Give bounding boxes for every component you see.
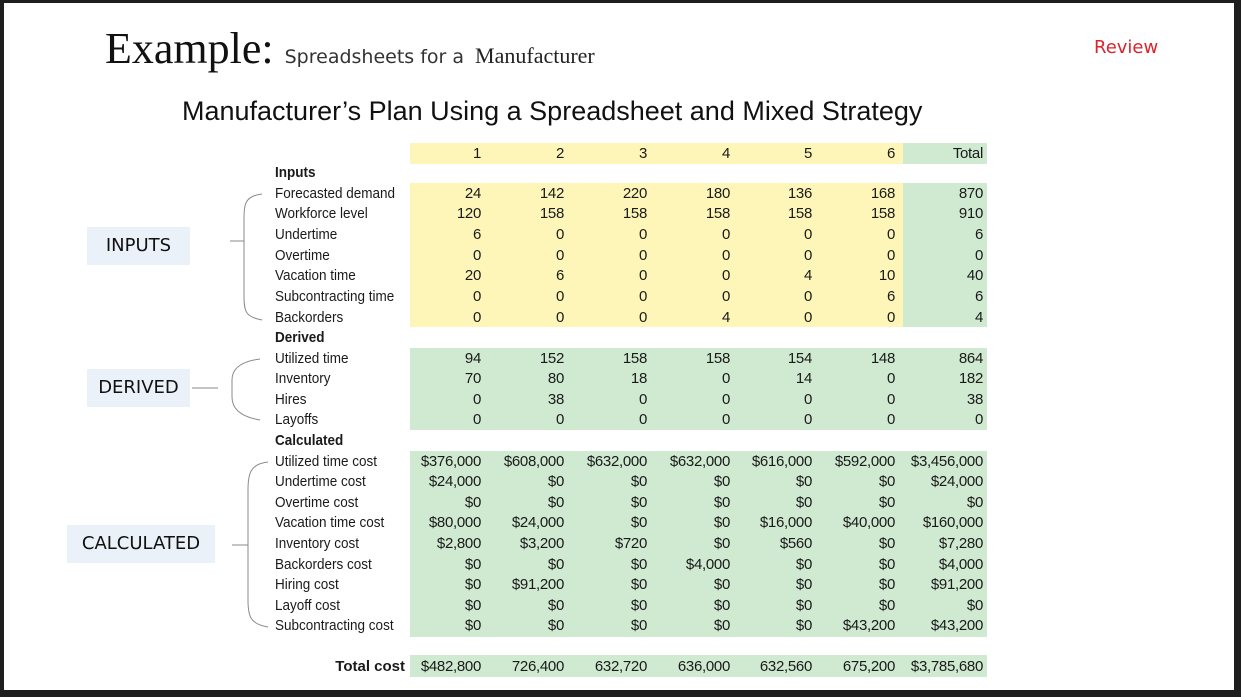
table-cell-total: $3,456,000 — [910, 453, 983, 470]
row-label: Overtime — [275, 247, 330, 264]
table-cell: $592,000 — [834, 453, 895, 470]
table-cell: $3,200 — [519, 535, 564, 552]
table-cell-total: 38 — [966, 391, 983, 408]
table-cell-total: 0 — [974, 247, 983, 264]
table-cell: 0 — [721, 391, 730, 408]
row-label: Layoffs — [275, 411, 319, 428]
table-cell: $0 — [464, 597, 481, 614]
total-cost-cell: 675,200 — [842, 658, 895, 675]
table-cell: 6 — [886, 288, 895, 305]
table-cell: 0 — [555, 309, 564, 326]
table-cell: 158 — [622, 205, 647, 222]
table-cell-total: 910 — [958, 205, 983, 222]
table-cell: 0 — [555, 226, 564, 243]
table-cell: $0 — [713, 514, 730, 531]
table-cell: $0 — [795, 617, 812, 634]
total-cost-label: Total cost — [335, 658, 405, 675]
table-cell: 0 — [803, 247, 812, 264]
table-cell: $0 — [630, 494, 647, 511]
table-cell: $376,000 — [420, 453, 481, 470]
table-cell: 154 — [787, 350, 812, 367]
table-cell: $0 — [547, 473, 564, 490]
table-cell: 0 — [638, 288, 647, 305]
table-cell: 14 — [795, 370, 812, 387]
total-cost-cell: 726,400 — [511, 658, 564, 675]
table-cell: $0 — [630, 576, 647, 593]
table-cell: $0 — [878, 535, 895, 552]
table-cell: $616,000 — [751, 453, 812, 470]
table-cell-total: $160,000 — [922, 514, 983, 531]
table-cell: $0 — [713, 473, 730, 490]
row-label: Inventory — [275, 370, 331, 387]
row-label: Backorders — [275, 309, 344, 326]
table-cell: 0 — [472, 288, 481, 305]
table-cell-total: 182 — [958, 370, 983, 387]
total-cost-grand-total: $3,785,680 — [910, 658, 983, 675]
table-cell: 0 — [886, 247, 895, 264]
table-cell-total: $0 — [966, 494, 983, 511]
total-cost-cell: 636,000 — [677, 658, 730, 675]
table-cell: 94 — [464, 350, 481, 367]
column-header: 6 — [886, 145, 895, 162]
table-cell: 0 — [721, 247, 730, 264]
column-header: 5 — [803, 145, 812, 162]
table-cell: $0 — [464, 556, 481, 573]
table-cell: $24,000 — [511, 514, 564, 531]
table-cell: $0 — [713, 617, 730, 634]
table-cell: 0 — [721, 411, 730, 428]
total-cost-cell: $482,800 — [420, 658, 481, 675]
table-cell: 18 — [630, 370, 647, 387]
section-header-calculated: Calculated — [275, 432, 344, 449]
table-cell-total: $4,000 — [938, 556, 983, 573]
table-cell: 0 — [721, 288, 730, 305]
table-cell: $0 — [630, 597, 647, 614]
table-cell: $0 — [878, 556, 895, 573]
row-label: Hiring cost — [275, 576, 339, 593]
row-label: Backorders cost — [275, 556, 372, 573]
table-cell: 158 — [705, 350, 730, 367]
table-cell: 220 — [622, 185, 647, 202]
table-cell-total: $43,200 — [930, 617, 983, 634]
table-cell: $4,000 — [685, 556, 730, 573]
table-cell: 0 — [638, 391, 647, 408]
table-cell: 0 — [638, 411, 647, 428]
row-label: Utilized time — [275, 350, 349, 367]
table-cell: 158 — [787, 205, 812, 222]
table-cell: 0 — [472, 411, 481, 428]
table-cell: $0 — [547, 617, 564, 634]
table-cell-total: $24,000 — [930, 473, 983, 490]
total-cost-cell: 632,720 — [594, 658, 647, 675]
table-cell: 6 — [555, 267, 564, 284]
title-subtitle-part2: Manufacturer — [475, 43, 595, 68]
title-main: Example: — [105, 24, 274, 73]
table-cell: 70 — [464, 370, 481, 387]
table-cell: $0 — [713, 494, 730, 511]
table-cell: $608,000 — [503, 453, 564, 470]
table-cell: 0 — [721, 370, 730, 387]
row-label: Overtime cost — [275, 494, 359, 511]
table-cell: 10 — [878, 267, 895, 284]
table-cell: $0 — [878, 576, 895, 593]
table-cell-total: $0 — [966, 597, 983, 614]
table-cell: 148 — [870, 350, 895, 367]
table-cell: 0 — [803, 411, 812, 428]
table-cell: $2,800 — [436, 535, 481, 552]
section-header-derived: Derived — [275, 329, 325, 346]
row-label: Workforce level — [275, 205, 368, 222]
table-cell: 0 — [803, 309, 812, 326]
table-cell-total: 0 — [974, 411, 983, 428]
table-cell: $0 — [795, 597, 812, 614]
row-label: Undertime cost — [275, 473, 366, 490]
table-cell: $0 — [878, 494, 895, 511]
column-header: 2 — [555, 145, 564, 162]
table-cell: 158 — [622, 350, 647, 367]
table-cell-total: 6 — [974, 288, 983, 305]
table-cell: $0 — [547, 597, 564, 614]
table-cell: 0 — [472, 391, 481, 408]
table-cell-total: $91,200 — [930, 576, 983, 593]
table-cell: 0 — [638, 247, 647, 264]
table-cell: $0 — [713, 535, 730, 552]
plan-title: Manufacturer’s Plan Using a Spreadsheet and Mixed Strategy — [182, 96, 923, 126]
table-cell: $40,000 — [842, 514, 895, 531]
table-cell: 0 — [555, 411, 564, 428]
table-cell: $0 — [630, 514, 647, 531]
section-label-calculated: CALCULATED — [67, 525, 215, 563]
table-cell-total: 40 — [966, 267, 983, 284]
table-cell: 152 — [539, 350, 564, 367]
table-cell: $80,000 — [428, 514, 481, 531]
table-cell-total: $7,280 — [938, 535, 983, 552]
table-cell: $720 — [614, 535, 647, 552]
table-cell: $0 — [630, 617, 647, 634]
table-cell: 4 — [721, 309, 730, 326]
review-link[interactable]: Review — [1094, 37, 1159, 58]
table-cell: 0 — [555, 247, 564, 264]
table-cell: $0 — [630, 473, 647, 490]
section-label-inputs: INPUTS — [87, 227, 190, 265]
column-header: 3 — [638, 145, 647, 162]
table-cell: $43,200 — [842, 617, 895, 634]
table-cell: $0 — [795, 556, 812, 573]
table-cell: 0 — [638, 226, 647, 243]
table-cell: $0 — [547, 494, 564, 511]
row-label: Undertime — [275, 226, 338, 243]
row-label: Inventory cost — [275, 535, 360, 552]
table-cell: $0 — [464, 576, 481, 593]
column-header: 1 — [472, 145, 481, 162]
table-cell: 0 — [886, 391, 895, 408]
table-cell: 38 — [547, 391, 564, 408]
table-cell: 0 — [886, 411, 895, 428]
table-cell: 0 — [555, 288, 564, 305]
table-cell: 0 — [803, 288, 812, 305]
table-cell-total: 870 — [958, 185, 983, 202]
table-cell: 0 — [803, 226, 812, 243]
table-cell: $0 — [795, 473, 812, 490]
table-cell: 168 — [870, 185, 895, 202]
table-cell-total: 4 — [974, 309, 983, 326]
total-cost-cell: 632,560 — [759, 658, 812, 675]
table-cell: 0 — [638, 309, 647, 326]
row-label: Subcontracting time — [275, 288, 395, 305]
table-cell: 180 — [705, 185, 730, 202]
section-header-inputs: Inputs — [275, 164, 316, 181]
table-cell: 142 — [539, 185, 564, 202]
table-cell-total: 6 — [974, 226, 983, 243]
table-cell: $0 — [630, 556, 647, 573]
table-cell: 158 — [539, 205, 564, 222]
table-cell: $0 — [464, 494, 481, 511]
table-cell: 158 — [870, 205, 895, 222]
table-cell: 0 — [803, 391, 812, 408]
row-label: Layoff cost — [275, 597, 341, 614]
table-cell: 24 — [464, 185, 481, 202]
table-cell: 4 — [803, 267, 812, 284]
table-cell: $0 — [878, 597, 895, 614]
table-cell: 0 — [472, 247, 481, 264]
table-cell: 136 — [787, 185, 812, 202]
table-cell: 0 — [721, 226, 730, 243]
table-cell: 0 — [721, 267, 730, 284]
table-cell: $0 — [795, 576, 812, 593]
section-label-derived: DERIVED — [87, 369, 190, 407]
table-cell: 120 — [456, 205, 481, 222]
table-cell: 20 — [464, 267, 481, 284]
table-cell: 158 — [705, 205, 730, 222]
table-cell: $632,000 — [669, 453, 730, 470]
table-cell: 6 — [472, 226, 481, 243]
row-label: Subcontracting cost — [275, 617, 394, 634]
table-cell: $632,000 — [586, 453, 647, 470]
table-cell: $560 — [779, 535, 812, 552]
column-header: 4 — [721, 145, 730, 162]
table-cell-total: 864 — [958, 350, 983, 367]
title-subtitle-part1: Spreadsheets for a — [284, 46, 465, 68]
table-cell: 0 — [886, 370, 895, 387]
row-label: Utilized time cost — [275, 453, 378, 470]
table-cell: 0 — [638, 267, 647, 284]
row-label: Vacation time — [275, 267, 356, 284]
table-cell: 80 — [547, 370, 564, 387]
table-cell: $0 — [713, 576, 730, 593]
table-cell: $0 — [795, 494, 812, 511]
table-cell: 0 — [886, 309, 895, 326]
column-header-total: Total — [952, 145, 983, 162]
table-cell: $0 — [878, 473, 895, 490]
table-cell: 0 — [472, 309, 481, 326]
table-cell: $0 — [464, 617, 481, 634]
table-cell: $0 — [713, 597, 730, 614]
table-cell: $16,000 — [759, 514, 812, 531]
row-label: Vacation time cost — [275, 514, 385, 531]
row-label: Hires — [275, 391, 307, 408]
table-cell: 0 — [886, 226, 895, 243]
row-label: Forecasted demand — [275, 185, 396, 202]
table-cell: $24,000 — [428, 473, 481, 490]
table-cell: $0 — [547, 556, 564, 573]
table-cell: $91,200 — [511, 576, 564, 593]
